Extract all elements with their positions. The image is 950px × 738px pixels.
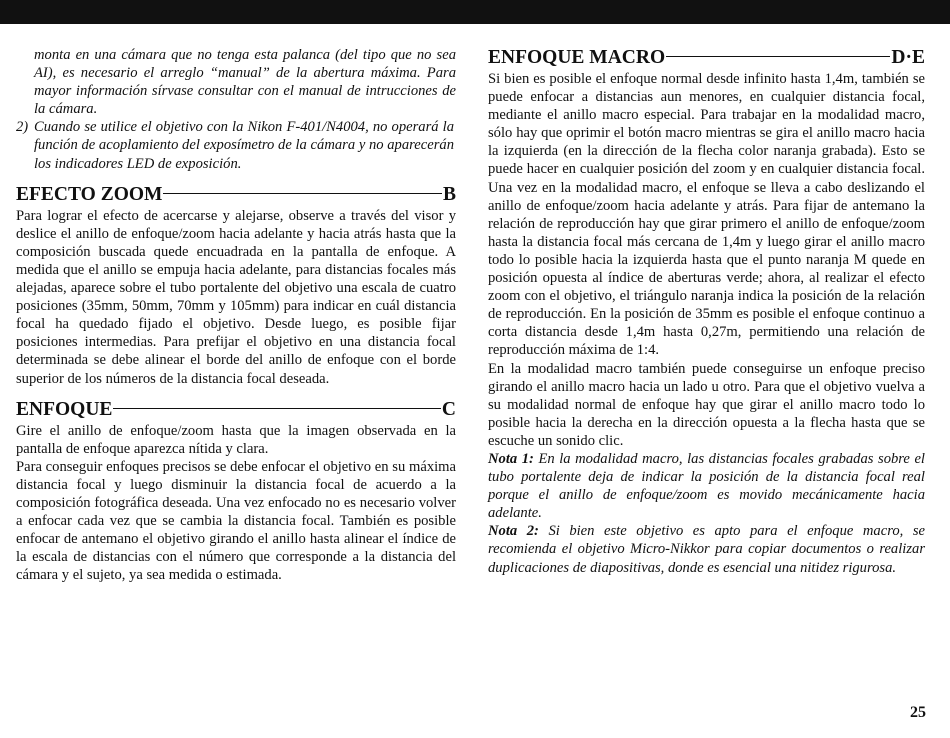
heading-rule [113, 408, 440, 409]
right-column [488, 46, 925, 577]
note-text: Cuando se utilice el objetivo con la Nikon F-401/N4004, no operará la función de acoplamiento del exposímetro de la cámara y no aparecerán los indicadores LED de exposición. [34, 119, 454, 172]
top-black-band [0, 0, 950, 24]
heading-rule [666, 56, 890, 57]
section-heading-enfoque [16, 398, 456, 422]
enfoque-paragraph-2: Para conseguir enfoques precisos se debe enfocar el objetivo en su máxima distancia focal y luego disminuir la distancia focal de acuerdo a la composición fotográfica deseada. Una vez enfocado no es necesario volver a enfocar cada vez que se cambia la distancia focal. También es posible enfocar de antemano el objetivo girando el anillo hasta alinear el índice de la escala de distancias con el número que corresponde a la distancia del cámara y el sujeto, ya sea medida o estimada. [16, 458, 456, 584]
nota-1 [488, 450, 925, 522]
nota-2 [488, 522, 925, 576]
heading-letter: B [442, 183, 456, 205]
section-heading-enfoque-macro [488, 46, 925, 70]
nota-2-text: Si bien este objetivo es apto para el enfoque macro, se recomienda el objetivo Micro-Nikkor para copiar documentos o realizar duplicaciones de diapositivas, donde es esencial una nitidez rigurosa. [488, 523, 925, 576]
heading-rule [163, 193, 442, 194]
enfoque-macro-paragraph-2: En la modalidad macro también puede conseguirse un enfoque preciso girando el anillo macro hacia un lado u otro. Para que el objetivo vuelva a su modalidad normal de enfoque hay que girar el anillo macro todo lo posible hacia la derecha en la dirección opuesta a la flecha hasta que se escuche un sonido clic. [488, 360, 925, 449]
left-column [16, 46, 456, 584]
efecto-zoom-paragraph: Para lograr el efecto de acercarse y alejarse, observe a través del visor y deslice el anillo de enfoque/zoom hacia adelante y hacia atrás hasta que la composición buscada quede encuadrada en la pantalla de enfoque. A medida que el anillo se empuja hacia adelante, para distancias focales más alejadas, aparece sobre el tubo portalente del objetivo una escala de cuatro posiciones (35mm, 50mm, 70mm y 105mm) para indicar en cuál distancia focal ha quedado fijado el objetivo. Desde luego, es posible fijar posiciones intermedias. Para prefijar el objetivo en una distancia focal determinada se debe alinear el borde del anillo de enfoque con el borde superior de los números de la distancia focal deseada. [16, 207, 456, 387]
intro-note: monta en una cámara que no tenga esta palanca (del tipo que no sea AI), es necesario el arreglo “manual” de la abertura máxima. Para mayor información sírvase consultar con el manual de intrucciones de la cámara. [34, 47, 456, 118]
section-heading-efecto-zoom [16, 183, 456, 207]
heading-title: ENFOQUE MACRO [488, 47, 666, 68]
nota-1-text: En la modalidad macro, las distancias focales grabadas sobre el tubo portalente deja de indicar la posición de la distancia focal real porque el anillo de enfoque/zoom es movido mecánicamente hacia adelante. [488, 450, 925, 522]
nota-1-label: Nota 1: [488, 450, 534, 467]
nota-2-label: Nota 2: [488, 523, 539, 540]
heading-letter: C [441, 398, 456, 420]
enfoque-paragraph-1: Gire el anillo de enfoque/zoom hasta que la imagen observada en la pantalla de enfoque aparezca nítida y clara. [16, 422, 456, 457]
heading-title: ENFOQUE [16, 398, 113, 420]
enfoque-macro-paragraph-1: Si bien es posible el enfoque normal desde infinito hasta 1,4m, también se puede enfocar a distancias aun menores, en cualquier distancia focal, mediante el anillo macro especial. Para trabajar en la modalidad macro, sólo hay que oprimir el botón macro mientras se gira el anillo macro hacia la izquierda (en la dirección de la flecha color naranja grabada). Esto se puede hacer en cualquier posición del zoom y en cualquier distancia focal. Una vez en la modalidad macro, el enfoque se lleva a cabo deslizando el anillo de enfoque/zoom hacia adelante y atrás. Para fijar de antemano la relación de reproducción hay que girar primero el anillo de enfoque/zoom hasta la distancia focal más cercana de 1,4m y luego girar el anillo macro todo lo posible hacia la izquierda hasta que el punto naranja M quede en posición opuesta al índice de aberturas verde; ahora, al realizar el efecto zoom con el objetivo, el triángulo naranja indica la posición de la relación de reproducción. En la posición de 35mm es posible el enfoque continuo a corta distancia desde 1,4m hasta 0,27m, permitiendo una relación de reproducción máxima de 1:4. [488, 71, 925, 359]
numbered-note-2 [16, 118, 456, 172]
note-number: 2) [16, 119, 29, 136]
heading-letter: D·E [891, 47, 925, 68]
page-number: 25 [910, 704, 926, 721]
heading-title: EFECTO ZOOM [16, 183, 163, 205]
